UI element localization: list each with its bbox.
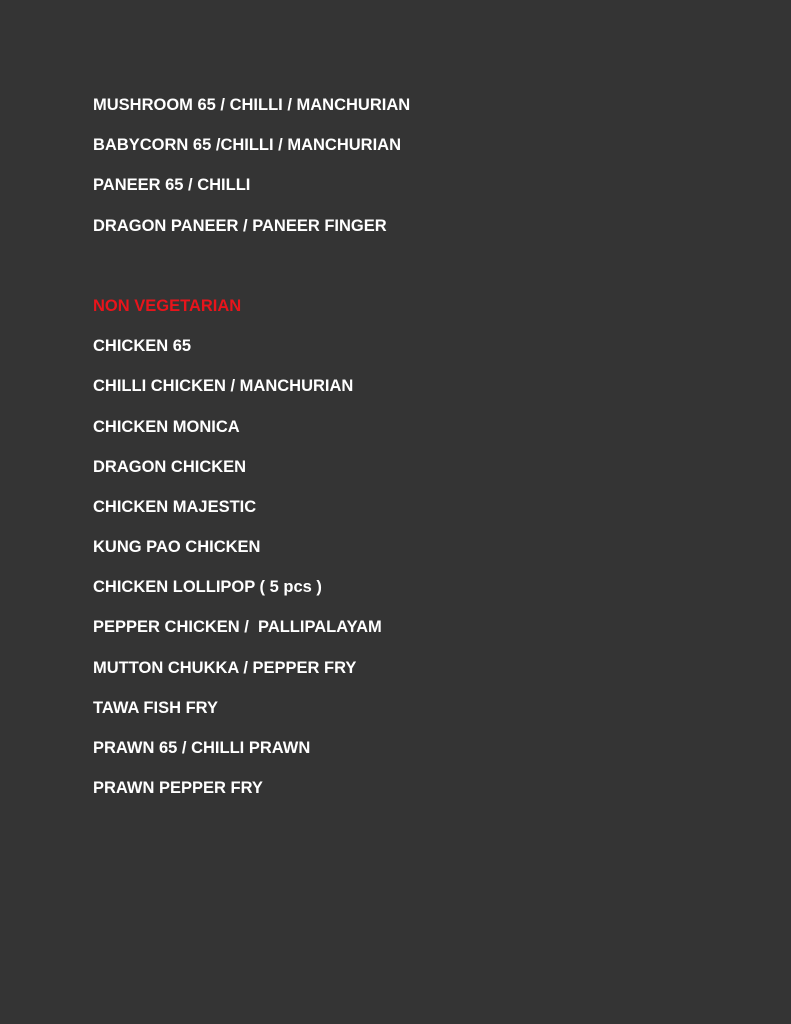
menu-item-tawa-fish-fry: TAWA FISH FRY [93, 698, 218, 717]
menu-item-chicken-monica: CHICKEN MONICA [93, 417, 240, 436]
menu-item-kung-pao-chicken: KUNG PAO CHICKEN [93, 538, 261, 557]
section-spacer [93, 254, 733, 294]
menu-item-mutton-chukka: MUTTON CHUKKA / PEPPER FRY [93, 658, 357, 677]
menu-item-dragon-chicken: DRAGON CHICKEN [93, 457, 247, 476]
menu-item-prawn-pepper-fry: PRAWN PEPPER FRY [93, 779, 263, 798]
menu-item-chilli-chicken: CHILLI CHICKEN / MANCHURIAN [93, 377, 354, 396]
menu-item-chicken-majestic: CHICKEN MAJESTIC [93, 497, 257, 516]
menu-page [93, 93, 733, 816]
menu-item-chicken-65: CHICKEN 65 [93, 337, 192, 356]
menu-item-mushroom: MUSHROOM 65 / CHILLI / MANCHURIAN [93, 96, 411, 114]
menu-item-prawn-65: PRAWN 65 / CHILLI PRAWN [93, 739, 311, 757]
menu-item-dragon-paneer: DRAGON PANEER / PANEER FINGER [93, 216, 387, 235]
menu-item-chicken-lollipop: CHICKEN LOLLIPOP ( 5 pcs ) [93, 578, 322, 597]
menu-item-pepper-chicken: PEPPER CHICKEN / PALLIPALAYAM [93, 618, 382, 637]
menu-item-paneer-65: PANEER 65 / CHILLI [93, 176, 251, 195]
section-heading-non-vegetarian: NON VEGETARIAN [93, 296, 242, 315]
menu-item-babycorn: BABYCORN 65 /CHILLI / MANCHURIAN [93, 136, 402, 155]
